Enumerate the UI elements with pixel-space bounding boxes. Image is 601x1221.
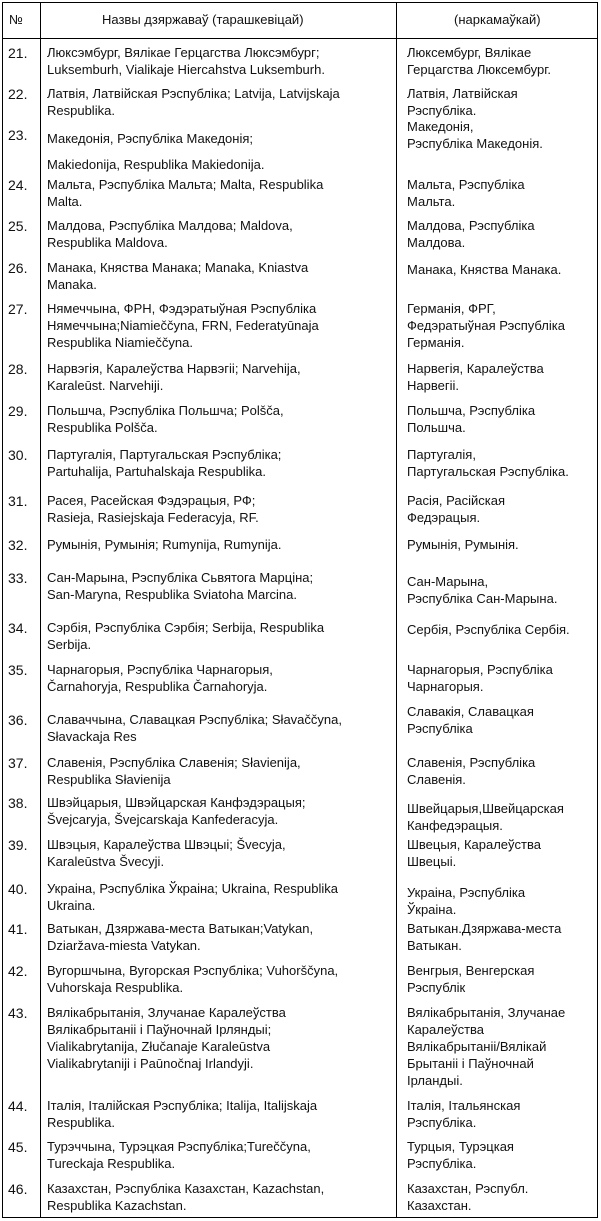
row-number: 24. xyxy=(8,177,28,193)
text-line: Tureckaja Respublika. xyxy=(47,1156,176,1171)
text-line: Вялікабрытаніі/Вялікай xyxy=(407,1039,547,1054)
text-line: Мальта, Рэспубліка xyxy=(407,177,525,192)
column-divider xyxy=(40,2,41,1218)
name-tarashkevitsa xyxy=(47,569,313,603)
name-tarashkevitsa xyxy=(47,217,293,251)
text-line: Славакія, Славацкая xyxy=(407,704,534,719)
text-line: Турцыя, Турэцкая xyxy=(407,1139,514,1154)
text-line: Швэцыя, Каралеўства Швэцыі; Švecyja, xyxy=(47,837,286,852)
row-number: 22. xyxy=(8,86,28,102)
text-line: Італія, Італьянская xyxy=(407,1098,521,1113)
text-line: Respublika Polšča. xyxy=(47,420,158,435)
text-line: Рэспубліка. xyxy=(407,1156,477,1171)
text-line: Ukraina. xyxy=(47,898,96,913)
row-number: 39. xyxy=(8,837,28,853)
name-tarashkevitsa xyxy=(47,300,319,351)
row-number: 26. xyxy=(8,260,28,276)
text-line: Герцагства Люксембург. xyxy=(407,62,551,77)
text-line: Малдова, Рэспубліка Малдова; Maldova, xyxy=(47,218,293,233)
name-narkamauka xyxy=(407,118,543,152)
name-tarashkevitsa xyxy=(47,1097,317,1131)
text-line: Partuhalija, Partuhalskaja Respublika. xyxy=(47,464,266,479)
text-line: Сан-Марына, xyxy=(407,574,489,589)
row-number: 46. xyxy=(8,1181,28,1197)
text-line: Македонія, Рэспубліка Македонія; xyxy=(47,131,254,146)
name-narkamauka xyxy=(407,1138,514,1172)
text-line: Manaka. xyxy=(47,277,97,292)
header-narkamauka: (наркамаўкай) xyxy=(454,12,541,27)
row-number: 35. xyxy=(8,662,28,678)
text-line: Швейцарыя,Швейцарская xyxy=(407,801,564,816)
name-narkamauka xyxy=(407,1180,528,1214)
row-number: 43. xyxy=(8,1005,28,1021)
name-tarashkevitsa xyxy=(47,44,325,78)
row-number: 25. xyxy=(8,218,28,234)
text-line: Нарвегія, Каралеўства xyxy=(407,361,544,376)
row-number: 34. xyxy=(8,620,28,636)
text-line: Karaleūstva Švecyji. xyxy=(47,854,165,869)
name-tarashkevitsa xyxy=(47,880,338,914)
text-line: Vialikabrytanija, Złučanaje Karaleūstva xyxy=(47,1039,271,1054)
name-narkamauka xyxy=(407,661,553,695)
name-narkamauka xyxy=(407,85,518,119)
text-line: Брытаніі і Паўночнай xyxy=(407,1056,534,1071)
text-line: Люксембург, Вялікае xyxy=(407,45,532,60)
text-line: Karaleūst. Narvehiji. xyxy=(47,378,164,393)
text-line: Польшча, Рэспубліка Польшча; Polšča, xyxy=(47,403,284,418)
name-tarashkevitsa xyxy=(47,176,323,210)
text-line: Рэспубліка xyxy=(407,721,473,736)
name-narkamauka xyxy=(407,261,561,278)
name-narkamauka xyxy=(407,176,525,210)
text-line: Вугоршчына, Вугорская Рэспубліка; Vuhorščyna, xyxy=(47,963,339,978)
text-line: Luksemburh, Vialikaje Hiercahstva Luksemburh. xyxy=(47,62,325,77)
row-number: 21. xyxy=(8,45,28,61)
row-number: 32. xyxy=(8,537,28,553)
text-line: Швэйцарыя, Швэйцарская Канфэдэрацыя; xyxy=(47,795,306,810)
text-line: Італія, Італійская Рэспубліка; Italija, Italijskaja xyxy=(47,1098,318,1113)
name-narkamauka xyxy=(407,884,525,918)
text-line: Ватыкан, Дзяржава-места Ватыкан;Vatykan, xyxy=(47,921,314,936)
text-line: Манака, Княства Манака; Manaka, Kniastva xyxy=(47,260,309,275)
text-line: Нямеччына;Niamieččyna, FRN, Federatyūnaja xyxy=(47,318,319,333)
text-line: Расія, Расійская xyxy=(407,493,505,508)
text-line: Vuhorskaja Respublika. xyxy=(47,980,184,995)
text-line: Ватыкан. xyxy=(407,938,462,953)
text-line: Чарнагорыя. xyxy=(407,679,484,694)
text-line: Турэччына, Турэцкая Рэспубліка;Tureččyna, xyxy=(47,1139,311,1154)
row-number: 23. xyxy=(8,127,28,143)
text-line: Венгрыя, Венгерская xyxy=(407,963,535,978)
text-line: Малдова. xyxy=(407,235,466,250)
text-line: Makiedonija, Respublika Makiedonija. xyxy=(47,157,265,172)
text-line: Malta. xyxy=(47,194,83,209)
text-line: Германія. xyxy=(407,335,465,350)
text-line: Славенія. xyxy=(407,772,466,787)
text-line: Федэратыўная Рэспубліка xyxy=(407,318,565,333)
text-line: Партугалія, Партугальская Рэспубліка; xyxy=(47,447,282,462)
text-line: Сэрбія, Рэспубліка Сэрбія; Serbija, Respublika xyxy=(47,620,325,635)
row-number: 37. xyxy=(8,755,28,771)
text-line: Швецыя, Каралеўства xyxy=(407,837,541,852)
text-line: Партугалія, xyxy=(407,447,476,462)
text-line: Respublika Maldova. xyxy=(47,235,168,250)
text-line: Dziaržava-miesta Vatykan. xyxy=(47,938,201,953)
name-tarashkevitsa xyxy=(47,711,342,745)
name-narkamauka xyxy=(407,621,570,638)
text-line: Рэспубліка. xyxy=(407,103,477,118)
text-line: Казахстан. xyxy=(407,1198,472,1213)
text-line: Украіна, Рэспубліка xyxy=(407,885,526,900)
name-narkamauka xyxy=(407,217,535,251)
column-divider xyxy=(396,2,397,1218)
text-line: Партугальская Рэспубліка. xyxy=(407,464,569,479)
text-line: Манака, Княства Манака. xyxy=(407,262,562,277)
row-number: 42. xyxy=(8,963,28,979)
text-line: Рэспубліка Македонія. xyxy=(407,136,543,151)
name-tarashkevitsa xyxy=(47,619,324,653)
text-line: Канфедэрацыя. xyxy=(407,818,503,833)
text-line: Respublika Niamieččyna. xyxy=(47,335,193,350)
text-line: Украіна, Рэспубліка Ўкраіна; Ukraina, Respublika xyxy=(47,881,338,896)
name-tarashkevitsa xyxy=(47,446,281,480)
text-line: Казахстан, Рэспубліка Казахстан, Kazachstan, xyxy=(47,1181,325,1196)
text-line: Славаччына, Славацкая Рэспубліка; Słavaččyna, xyxy=(47,712,342,727)
text-line: Respublika. xyxy=(47,103,115,118)
text-line: Латвія, Латвійская Рэспубліка; Latvija, Latvijskaja xyxy=(47,86,340,101)
name-narkamauka xyxy=(407,573,557,607)
text-line: Латвія, Латвійская xyxy=(407,86,518,101)
name-narkamauka xyxy=(407,44,551,78)
text-line: Švejcaryja, Švejcarskaja Kanfederacyja. xyxy=(47,812,279,827)
text-line: Сан-Марына, Рэспубліка Сьвятога Марціна; xyxy=(47,570,314,585)
text-line: Ірландыі. xyxy=(407,1073,463,1088)
row-number: 33. xyxy=(8,570,28,586)
name-tarashkevitsa xyxy=(47,536,281,553)
text-line: Расея, Расейская Фэдэрацыя, РФ; xyxy=(47,493,256,508)
text-line: Польшча, Рэспубліка xyxy=(407,403,536,418)
text-line: Ватыкан.Дзяржава-места xyxy=(407,921,562,936)
text-line: Германія, ФРГ, xyxy=(407,301,496,316)
row-number: 28. xyxy=(8,361,28,377)
name-narkamauka xyxy=(407,920,561,954)
row-number: 27. xyxy=(8,301,28,317)
name-tarashkevitsa xyxy=(47,126,265,178)
text-line: Румынія, Румынія. xyxy=(407,537,519,552)
row-number: 45. xyxy=(8,1139,28,1155)
row-number: 38. xyxy=(8,795,28,811)
text-line: Казахстан, Рэспубл. xyxy=(407,1181,529,1196)
name-tarashkevitsa xyxy=(47,920,313,954)
name-narkamauka xyxy=(407,800,564,834)
row-number: 44. xyxy=(8,1098,28,1114)
text-line: Respublika. xyxy=(47,1115,115,1130)
text-line: Мальта. xyxy=(407,194,456,209)
name-tarashkevitsa xyxy=(47,836,286,870)
text-line: Vialikabrytaniji i Paūnočnaj Irlandyji. xyxy=(47,1056,254,1071)
name-tarashkevitsa xyxy=(47,661,273,695)
text-line: Польшча. xyxy=(407,420,466,435)
text-line: Мальта, Рэспубліка Мальта; Malta, Respublika xyxy=(47,177,324,192)
name-narkamauka xyxy=(407,446,569,480)
row-number: 36. xyxy=(8,712,28,728)
text-line: Нямеччына, ФРН, Фэдэратыўная Рэспубліка xyxy=(47,301,317,316)
text-line: Serbija. xyxy=(47,637,92,652)
row-number: 29. xyxy=(8,403,28,419)
name-narkamauka xyxy=(407,703,534,737)
name-tarashkevitsa xyxy=(47,1180,324,1214)
name-tarashkevitsa xyxy=(47,402,284,436)
text-line: Сербія, Рэспубліка Сербія. xyxy=(407,622,570,637)
text-line: Рэспублік xyxy=(407,980,466,995)
text-line: Славенія, Рэспубліка xyxy=(407,755,536,770)
text-line: Нарвэгія, Каралеўства Нарвэгіі; Narvehija, xyxy=(47,361,301,376)
text-line: San-Maryna, Respublika Sviatoha Marcina. xyxy=(47,587,298,602)
text-line: Рэспубліка. xyxy=(407,1115,477,1130)
header-number: № xyxy=(9,12,23,27)
text-line: Ўкраіна. xyxy=(407,902,457,917)
name-narkamauka xyxy=(407,962,534,996)
row-number: 40. xyxy=(8,881,28,897)
name-narkamauka xyxy=(407,360,544,394)
name-tarashkevitsa xyxy=(47,1138,311,1172)
name-narkamauka xyxy=(407,536,519,553)
name-narkamauka xyxy=(407,492,505,526)
text-line: Вялікабрытанія, Злучанае Каралеўства xyxy=(47,1005,286,1020)
text-line: Respublika Kazachstan. xyxy=(47,1198,187,1213)
name-narkamauka xyxy=(407,1097,520,1131)
name-narkamauka xyxy=(407,1004,565,1089)
text-line: Румынія, Румынія; Rumynija, Rumynija. xyxy=(47,537,282,552)
text-line: Люксэмбург, Вялікае Герцагства Люксэмбург; xyxy=(47,45,320,60)
text-line: Słavackaja Res xyxy=(47,729,137,744)
name-narkamauka xyxy=(407,836,541,870)
text-line: Rasieja, Rasiejskaja Federacyja, RF. xyxy=(47,510,259,525)
name-tarashkevitsa xyxy=(47,1004,286,1072)
text-line: Вялікабрытаніі і Паўночнай Ірляндыі; xyxy=(47,1022,272,1037)
name-narkamauka xyxy=(407,300,565,351)
name-tarashkevitsa xyxy=(47,259,308,293)
text-line: Федэрацыя. xyxy=(407,510,481,525)
name-tarashkevitsa xyxy=(47,962,338,996)
row-number: 31. xyxy=(8,493,28,509)
header-divider xyxy=(2,38,598,39)
text-line: Каралеўства xyxy=(407,1022,485,1037)
name-narkamauka xyxy=(407,402,535,436)
text-line: Вялікабрытанія, Злучанае xyxy=(407,1005,566,1020)
header-tarashkevitsa: Назвы дзяржаваў (тарашкевіцай) xyxy=(102,12,304,27)
text-line: Македонія, xyxy=(407,119,474,134)
name-narkamauka xyxy=(407,754,535,788)
name-tarashkevitsa xyxy=(47,360,301,394)
text-line: Рэспубліка Сан-Марына. xyxy=(407,591,558,606)
name-tarashkevitsa xyxy=(47,794,306,828)
name-tarashkevitsa xyxy=(47,85,340,119)
name-tarashkevitsa xyxy=(47,492,259,526)
text-line: Швецыі. xyxy=(407,854,457,869)
name-tarashkevitsa xyxy=(47,754,301,788)
text-line: Respublika Słavienija xyxy=(47,772,171,787)
text-line: Славенія, Рэспубліка Славенія; Słavienija, xyxy=(47,755,301,770)
text-line: Чарнагорыя, Рэспубліка xyxy=(407,662,553,677)
text-line: Чарнагорыя, Рэспубліка Чарнагорыя, xyxy=(47,662,273,677)
row-number: 30. xyxy=(8,447,28,463)
row-number: 41. xyxy=(8,921,28,937)
text-line: Čarnahoryja, Respublika Čarnahoryja. xyxy=(47,679,268,694)
text-line: Нарвегіі. xyxy=(407,378,459,393)
text-line: Малдова, Рэспубліка xyxy=(407,218,535,233)
